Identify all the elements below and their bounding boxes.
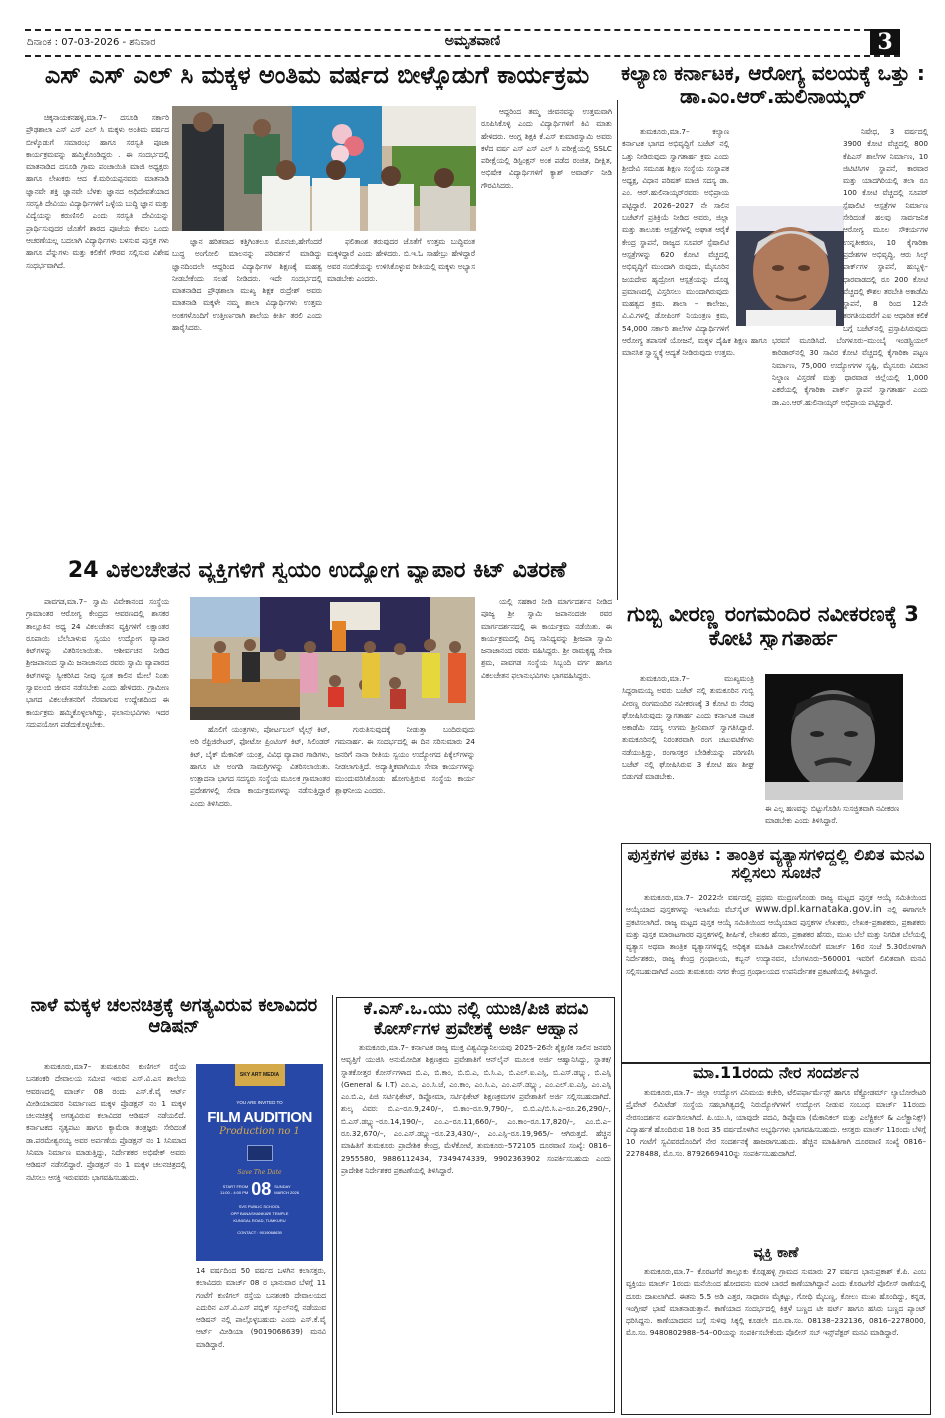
masthead-top-rule <box>25 29 900 31</box>
poster-venue-1: SVS PUBLIC SCHOOL <box>238 1204 281 1209</box>
kalyana-text-1: ತುಮಕೂರು,ಮಾ.7– ಕಲ್ಯಾಣ ಕರ್ನಾಟಕ ಭಾಗದ ಅಭಿವೃದ್ಧಿಗೆ ಬಜೆಟ್ ನಲ್ಲಿ ಒತ್ತು ನೀಡಿರುವುದು ಸ್ವಾಗತಾರ್ಹ ಕ್ರಮ ಎಂದು ಶ್ರೀದೇವಿ ಸಮೂಹ ಶಿಕ್ಷಣ ಸಂಸ್ಥೆಯ ಸಂಸ್ಥಾಪಕ ಅಧ್ಯಕ್ಷ, ವಿಧಾನ ಪರಿಷತ್ ಮಾಜಿ ಸದಸ್ಯ ಡಾ. ಎಂ. ಆರ್.ಹುಲಿನಾಯ್ಕರ್‌ರವರು ಅಭಿಪ್ರಾಯ ಪಟ್ಟಿದ್ದಾರೆ. 2026–2027 ನೇ ಸಾಲಿನ ಬಜೆಟ್‌ಗೆ ಪ್ರತಿಕ್ರಿಯೆ ನೀಡಿದ ಅವರು, ಜಿಲ್ಲಾ ಮತ್ತು ತಾಲೂಕು ಆಸ್ಪತ್ರೆಗಳಲ್ಲಿ ಅಘಾತ ಆರೈಕೆ ಕೇಂದ್ರ ಸ್ಥಾಪನೆ, ರಾಜ್ಯದ ಸೂಪರ್ ಸ್ಪೆಷಾಲಿಟಿ ಆಸ್ಪತ್ರೆಗಳನ್ನು 620 ಕೋಟಿ ವೆಚ್ಚದಲ್ಲಿ ಅಭಿವೃದ್ಧಿಗೆ ಮುಂದಾಗಿ ರುವುದು, ಮೈಸೂರಿನ ಜಯದೇವ ಹೃದ್ರೋಗ ಆಸ್ಪತ್ರೆಯನ್ನು ದೊಡ್ಡ ಪ್ರಮಾಣದಲ್ಲಿ ವಿಸ್ತರಿಸಲು ಮುಂದಾಗಿರುವುದು ಮಹತ್ವದ ಕ್ರಮ. ಶಾಲಾ – ಕಾಲೇಜು, ವಿ.ವಿ.ಗಳಲ್ಲಿ ಡೋಪಿಂಗ್ ನಿಯಂತ್ರಣ ಕ್ರಮ, 54,000 ಸರ್ಕಾರಿ ಶಾಲೆಗಳ ವಿದ್ಯಾರ್ಥಿಗಳಿಗೆ ಆರೋಗ್ಯ ತಪಾಸಣೆ ಯೋಜನೆ, ಮಕ್ಕಳ ದೈಹಿಕ ಶಿಕ್ಷಣ ಹಾಗೂ ಮಾನಸಿಕ ಸ್ವಾಸ್ಥ್ಯಕ್ಕೆ ಆದ್ಯತೆ ನೀಡಿರುವುದು ಉತ್ತಮ. <box>622 127 767 358</box>
gubbi-photo-caption: ಈ ಎಲ್ಲ ಹಣವನ್ನು ಬಿಟ್ಟುಗೊಡಿಸಿ ಸುಸಜ್ಜಿತವಾಗಿ ನವೀಕರಣ ಮಾಡಬೇಕು ಎಂದು ತಿಳಿಸಿದ್ದಾರೆ. <box>765 804 900 825</box>
poster-time: 11:00 - 4:00 PM <box>220 1189 249 1195</box>
poster-start-from: START FROM <box>222 1183 249 1189</box>
poster-invite: YOU ARE INVITED TO <box>236 1100 283 1105</box>
kit-text-1: ಪಾವಗಡ,ಮಾ.7– ಸ್ವಾಮಿ ವಿವೇಕಾನಂದ ಸಂಸ್ಥೆಯ ಗ್ರಾಮಾಂತರ ಆರೋಗ್ಯ ಕೇಂದ್ರದ ಆವರಣದಲ್ಲಿ ಶಾಸಕರ ತಾಲ್ಲೂಕಿನ ಅಧ್ಯ 24 ವಿಕಲಚೇತನ ವ್ಯಕ್ತಿಗಳಿಗೆ ಲಕ್ಷಾಂತರ ರೂಪಾಯಿ ಬೆಲೆಬಾಳುವ ಸ್ವಯಂ ಉದ್ಯೋಗ ವ್ಯಾಪಾರ ಕಿಟ್‌ಗಳನ್ನು ವಿತರಿಸಲಾಯಿತು. ಆಶೀರ್ವಚನ ನೀಡಿದ ಶ್ರೀಜಪಾನಂದ ಸ್ವಾಮಿ ಜನಾಜಾನಂದ ರವರು ಸ್ವಾಮಿ ವ್ಯಾಪಾರದ ಕಿಟ್‌ಗಳನ್ನು ಸ್ವೀಕರಿಸಿದ ನೀವು ಸ್ವಂತ ಕಾಲಿನ ಮೇಲೆ ನಿಂತು ಸ್ವಾವಲಂಬಿ ಜೀವನ ನಡೆಸಬೇಕು ಎಂದು ಹೇಳಿದರು. ಗ್ರಾಮೀಣ ಭಾಗದ ವಿಕಲಚೇತನರಿಗೆ ನೆರವಾಗುವ ಉದ್ದೇಶದಿಂದ ಈ ಕಾರ್ಯಕ್ರಮ ಹಮ್ಮಿಕೊಳ್ಳಲಾಗಿದ್ದು, ಫಲಾನುಭವಿಗಳು ಇದರ ಸದುಪಯೋಗ ಪಡೆದುಕೊಳ್ಳಬೇಕು. <box>26 597 169 729</box>
poster-save-date: Save The Date <box>237 1169 282 1176</box>
masthead-bottom-rule <box>25 55 900 57</box>
missing-text: ತುಮಕೂರು,ಮಾ.7– ಕೊರಟಗೆರೆ ತಾಲ್ಲೂಕು ಕೊಡ್ಲಹಳ್ಳಿ ಗ್ರಾಮದ ಸುಮಾರು 27 ವರ್ಷದ ಭಾನುಪ್ರಕಾಶ್ ಕೆ.ಪಿ. ಎಂಬ ವ್ಯಕ್ತಿಯು ಮಾರ್ಚ್ 1ರಂದು ಮನೆಯಿಂದ ಹೋದವನು ಮರಳಿ ಬಾರದೆ ಕಾಣೆಯಾಗಿದ್ದಾನೆ ಎಂದು ಕೊರಟಗೆರೆ ಪೊಲೀಸ್ ಠಾಣೆಯಲ್ಲಿ ದೂರು ದಾಖಲಾಗಿದೆ. ಈತನು 5.5 ಅಡಿ ಎತ್ತರ, ಸಾಧಾರಣ ಮೈಕಟ್ಟು, ಗೋಧಿ ಮೈಬಣ್ಣ, ಕೋಲು ಮುಖ ಹೊಂದಿದ್ದು, ಕನ್ನಡ, ಇಂಗ್ಲೀಷ್ ಭಾಷೆ ಮಾತನಾಡುತ್ತಾನೆ. ಕಾಣೆಯಾದ ಸಂದರ್ಭದಲ್ಲಿ ಕಿತ್ತಳೆ ಬಣ್ಣದ ಟೀ ಷರ್ಟ್ ಹಾಗೂ ಹಸಿರು ಬಣ್ಣದ ಪ್ಯಾಂಟ್ ಧರಿಸಿದ್ದನು. ಕಾಣೆಯಾದವನ ಬಗ್ಗೆ ಸುಳಿವು ಸಿಕ್ಕಲ್ಲಿ ಕೂಡಲೇ ದೂ.ವಾ.ಸಂ. 08138–232136, 0816–2278000, ಮೊ.ಸಂ. 9480802988–54–00ಯನ್ನು ಸಂಪರ್ಕಿಸಬೇಕೆಂದು ಪೊಲೀಸ್ ಸಬ್ ಇನ್ಸ್‌ಪೆಕ್ಟರ್ ಮನವಿ ಮಾಡಿದ್ದಾರೆ. <box>626 1267 926 1338</box>
paper-name: ಅಮೃತವಾಣಿ <box>444 33 501 49</box>
poster-brand: SKY ART MEDIA <box>235 1064 285 1086</box>
page-number: 3 <box>870 29 900 55</box>
kit-text-2: ಹೊಲಿಗೆ ಯಂತ್ರಗಳು, ಪೋರ್ಟಬಲ್ ಟೈಲ್ಸ್ ಕಿಟ್, ಅರಿ ರೆಫ್ರಿಜಿರೇಟರ್, ಫೋಟೋ ಪ್ರಿಂಟಿಂಗ್ ಕಿಟ್, ಸಿಲಿಂಡರ್ ಕಿಟ್, ಬೈಕ್ ಮೆಕಾನಿಕ್ ಯಂತ್ರ, ವಿವಿಧ ವ್ಯಾಪಾರ ಗಾಡಿಗಳು, ಹಾಗೂ ಟೀ ಅಂಗಡಿ ಸಾಮಗ್ರಿಗಳನ್ನು ವಿತರಿಸಲಾಯಿತು. ಉತ್ಪಾದನಾ ಭಾಗದ ಸದಸ್ಯರು ಸಂಸ್ಥೆಯ ಮೂಲಕ ಗ್ರಾಮಾಂತರ ಪ್ರದೇಶಗಳಲ್ಲಿ ಸೇವಾ ಕಾರ್ಯಕ್ರಮಗಳನ್ನು ನಡೆಸುತ್ತಿದ್ದಾರೆ ಎಂದು ತಿಳಿಸಿದರು. <box>190 725 330 808</box>
interview-headline: ಮಾ.11ರಂದು ನೇರ ಸಂದರ್ಶನ <box>693 1064 859 1082</box>
poster-venue-2: OPP BANASHANKARI TEMPLE <box>230 1211 289 1216</box>
sslc-headline: ಎಸ್ ಎಸ್ ಎಲ್ ಸಿ ಮಕ್ಕಳ ಅಂತಿಮ ವರ್ಷದ ಬೀಳ್ಕೊಡುಗೆ ಕಾರ್ಯಕ್ರಮ <box>44 62 590 89</box>
books-body <box>626 892 926 1060</box>
audition-column-1 <box>26 1061 186 1411</box>
gubbi-headline: ಗುಬ್ಬಿ ವೀರಣ್ಣ ರಂಗಮಂದಿರ ನವೀಕರಣಕ್ಕೆ 3 ಕೋಟಿ ಸ್ವಾಗತಾರ್ಹ <box>627 602 919 651</box>
ksou-body <box>341 1042 611 1410</box>
kalyana-headline: ಕಲ್ಯಾಣ ಕರ್ನಾಟಕ, ಆರೋಗ್ಯ ವಲಯಕ್ಕೆ ಒತ್ತು : ಡಾ.ಎಂ.ಆರ್.ಹುಲಿನಾಯ್ಕರ್ <box>621 62 925 108</box>
audition-text-1: ತುಮಕೂರು,ಮಾ7– ತುಮಕೂರಿನ ಕುಣಿಗಲ್ ರಸ್ತೆಯ ಬನಶಂಕರಿ ದೇವಾಲಯ ಸಮೀಪ ಇರುವ ಎಸ್.ವಿ.ಎಸ ಶಾಲೆಯ ಆವರಣದಲ್ಲಿ ಮಾರ್ಚ್ 08 ರಂದು ಎಸ್.ಕೆ.ವೈ ಆರ್ಟ್ ಮೀಡಿಯಾದವರ ನಿರ್ಮಾಣದ ಮಕ್ಕಳ ಪ್ರೊಡಕ್ಷನ್ ನಂ 1 ಮಕ್ಕಳ ಚಲನಚಿತ್ರಕ್ಕೆ ಅಗತ್ಯವಿರುವ ಕಲಾವಿದರ ಆಡಿಷನ್ ನಡೆಯಲಿದೆ. ಕರ್ನಾಟಕದ ನೃತ್ಯಪಟು ಹಾಗೂ ಕ್ಯಾಮೆರಾ ತಂತ್ರಜ್ಞರು ಸೇರಿದಂತೆ ಡಾ.ಪರಮೇಶ್ವರಯ್ಯ ಅವರ ಅರ್ಪಣೆಯ ಪ್ರೊಡಕ್ಷನ್ ನಂ 1 ಸಿನಿಮಾದ ಸಿನಿಮಾ ನಿರ್ಮಾಣ ಮಾಡುತ್ತಿದ್ದು, ನಿರ್ದೇಶಕರ ಅಭಿಷೇಕ್ ಅವರು ಆಡಿಷನ್ ನಡೆಸಲಿದ್ದಾರೆ. ಪ್ರೊಡಕ್ಷನ್ ನಂ 1 ಮಕ್ಕಳ ಚಲನಚಿತ್ರದಲ್ಲಿ ನಟಿಸಲು ಆಸಕ್ತಿ ಇರುವವರು ಭಾಗವಹಿಸಬಹುದು. <box>26 1062 186 1182</box>
portrait-spacer-left <box>729 206 767 326</box>
poster-title: FILM AUDITION <box>207 1109 312 1126</box>
gubbi-text-1: ತುಮಕೂರು,ಮಾ.7– ಮುಖ್ಯಮಂತ್ರಿ ಸಿದ್ದರಾಮಯ್ಯ ಅವರು ಬಜೆಟ್ ನಲ್ಲಿ ತುಮಕೂರಿನ ಗುಬ್ಬಿ ವೀರಣ್ಣ ರಂಗಮಂದಿರ ನವೀಕರಣಕ್ಕೆ 3 ಕೋಟಿ ರು ನೆರವು ಘೋಷಿಸಿರುವುದು ಸ್ವಾಗತಾರ್ಹ ಎಂದು ಕರ್ನಾಟಕ ನಾಟಕ ಅಕಾಡೆಮಿ ಸದಸ್ಯ ಉಗಮ ಶ್ರೀನಿವಾಸ್ ಸ್ವಾಗತಿಸಿದ್ದಾರೆ. ತುಮಕೂರಿನಲ್ಲಿ ನಿರಂತರವಾಗಿ ರಂಗ ಚಟುವಟಿಕೆಗಳು ನಡೆಯುತ್ತಿದ್ದು, ರಂಗಾಸಕ್ತರ ಬೇಡಿಕೆಯನ್ನು ಪರಿಗಣಿಸಿ ಬಜೆಟ್ ನಲ್ಲಿ ಘೋಷಿಸಿರುವ 3 ಕೋಟಿ ಹಣ ಶೀಘ್ರ ಬಿಡುಗಡೆ ಮಾಡಬೇಕು. <box>622 674 754 782</box>
kit-column-2 <box>190 724 330 992</box>
sslc-column-3 <box>327 236 475 552</box>
ksou-headline: ಕೆ.ಎಸ್.ಒ.ಯು ನಲ್ಲಿ ಯುಜಿ/ಪಿಜಿ ಪದವಿ ಕೋರ್ಸ್‌ಗಳ ಪ್ರವೇಶಕ್ಕೆ ಅರ್ಜಿ ಆಹ್ವಾನ <box>363 1000 589 1039</box>
kalyana-column-2 <box>772 126 928 598</box>
sslc-column-4 <box>481 106 612 552</box>
sslc-text-3: ಫಲಿತಾಂಶ ತರುವುದರ ಜೊತೆಗೆ ಉತ್ತಮ ಬುದ್ಧಿವಂತ ಮಕ್ಕಳಿದ್ದಾರೆ ಎಂದು ಹೇಳಿದರು. ಬಿ.ಇ.ಓ ಸಾಹೇಬ್ರು ಹೇಳಿದ್ದಾರೆ ಅವರ ನಂಬಿಕೆಯನ್ನು ಉಳಿಸಿಕೊಳ್ಳುವ ರೀತಿಯಲ್ಲಿ ಮಕ್ಕಳು ಅಭ್ಯಾಸ ಮಾಡಬೇಕು ಎಂದರು. <box>327 237 475 283</box>
kit-text-3: ಗುರುತಿಸುವುದಕ್ಕೆ ನೀಡುತ್ತಾ ಬಂದಿರುವುದು ಗಮನಾರ್ಹ. ಈ ಸಂದರ್ಭದಲ್ಲಿ ಈ ದಿನ ಸರಿಸುಮಾರು 24 ಜನರಿಗೆ ನಾನಾ ರೀತಿಯ ಸ್ವಯಂ ಉದ್ಯೋಗದ ಪಿಕ್ಕೆಲ್‌ಗಳನ್ನು ನೀಡಲಾಗುತ್ತಿದೆ. ಅದ್ಯಾತ್ಮಿಕವಾಗಿಯೂ ಸೇವಾ ಕಾರ್ಯಗಳನ್ನು ಮುಂದುವರಿಸಿಕೊಂಡು ಹೋಗುತ್ತಿರುವ ಸಂಸ್ಥೆಯ ಕಾರ್ಯ ಶ್ಲಾಘನೀಯ ಎಂದರು. <box>335 725 475 796</box>
missing-headline: ವ್ಯಕ್ತಿ ಕಾಣೆ <box>753 1245 799 1261</box>
interview-body <box>626 1087 926 1242</box>
books-headline: ಪುಸ್ತಕಗಳ ಪ್ರಕಟ : ತಾಂತ್ರಿಕ ವ್ಯತ್ಯಾಸಗಳಿದ್ದಲ್ಲಿ ಲಿಖಿತ ಮನವಿ ಸಲ್ಲಿಸಲು ಸೂಚನೆ <box>627 846 925 883</box>
interview-text: ತುಮಕೂರು,ಮಾ.7– ಜಿಲ್ಲಾ ಉದ್ಯೋಗ ವಿನಿಮಯ ಕಚೇರಿ, ಟೆಲಿಪರ್ಫಾರ್ಮೆನ್ಸ್ ಹಾಗೂ ವೆಕ್ಟ್ರೋಡರ್ಮ್ ಲ್ಯಾಬೋರೇಟರಿ ಪ್ರೈವೇಟ್ ಲಿಮಿಟೆಡ್ ಸಂಸ್ಥೆಯ ಸಹಭಾಗಿತ್ವದಲ್ಲಿ ನಿರುದ್ಯೋಗಿಗಳಿಗೆ ಉದ್ಯೋಗ ನೀಡುವ ಸಂಬಂಧ ಮಾರ್ಚ್ 11ರಂದು ನೇರಸಂದರ್ಶನ ಏರ್ಪಡಿಸಲಾಗಿದೆ. ಪಿ.ಯು.ಸಿ, ಯಾವುದೇ ಪದವಿ, ಡಿಪ್ಲೊಮಾ (ಮೆಕಾನಿಕಲ್ ಮತ್ತು ಎಲೆಕ್ಟ್ರಿಕಲ್ & ಎಲೆಕ್ಟ್ರಾನಿಕ್ಸ್) ವಿದ್ಯಾರ್ಹತೆ ಹೊಂದಿರುವ 18 ರಿಂದ 35 ವರ್ಷದೊಳಗಿನ ಅಭ್ಯರ್ಥಿಗಳು ಭಾಗವಹಿಸಬಹುದು. ಆಸಕ್ತರು ಮಾರ್ಚ್ 11ರಂದು ಬೆಳಿಗ್ಗೆ 10 ಗಂಟೆಗೆ ಸ್ವವಿವರದೊಂದಿಗೆ ನೇರ ಸಂದರ್ಶನಕ್ಕೆ ಹಾಜರಾಗಬಹುದು. ಹೆಚ್ಚಿನ ಮಾಹಿತಿಗಾಗಿ ದೂರವಾಣಿ ಸಂಖ್ಯೆ 0816–2278488, ಮೊ.ಸಂ. 8792669410ನ್ನು ಸಂಪರ್ಕಿಸಬಹುದಾಗಿದೆ. <box>626 1088 926 1159</box>
kalyana-column-1 <box>622 126 767 598</box>
audition-column-2 <box>196 1265 326 1411</box>
poster-day-name: SUNDAY <box>274 1183 291 1189</box>
kit-column-1 <box>26 596 169 991</box>
books-website-link[interactable]: www.dpl.karnataka.gov.in <box>755 904 882 916</box>
kit-text-4: ಯಲ್ಲಿ ಸಹಕಾರ ನೀಡಿ ಮಾರ್ಗದರ್ಶನ ನೀಡಿದ ಪೂಜ್ಯ ಶ್ರೀ ಸ್ವಾಮಿ ಜಪಾನಂದಜೀ ರವರ ಮಾರ್ಗದರ್ಶನದಲ್ಲಿ ಈ ಕಾರ್ಯಕ್ರಮ ನಡೆಯಿತು. ಈ ಕಾರ್ಯಕ್ರಮದಲ್ಲಿ ದಿವ್ಯ ಸಾನಿಧ್ಯವನ್ನು ಶ್ರೀಜಪಾ ಸ್ವಾಮಿ ಜನಾಜಾನಂದ ರವರು ವಹಿಸಿದ್ದರು. ಶ್ರೀ ರಾಮಕೃಷ್ಣ ಸೇವಾ ಶ್ರಮ, ಪಾವಗಡ ಸಂಸ್ಥೆಯ ಸಿಬ್ಬಂದಿ ವರ್ಗ ಹಾಗೂ ವಿಕಲಚೇತನ ಫಲಾನುಭವಿಗಳು ಭಾಗವಹಿಸಿದ್ದರು. <box>481 597 612 680</box>
column-divider <box>617 100 618 600</box>
kit-headline: 24 ವಿಕಲಚೇತನ ವ್ಯಕ್ತಿಗಳಿಗೆ ಸ್ವಯಂ ಉದ್ಯೋಗ ವ್ಯಾಪಾರ ಕಿಟ್ ವಿತರಣೆ <box>67 558 567 583</box>
books-text-b: ನಲ್ಲಿ ಈಗಾಗಲೇ ಪ್ರಕಟಿಸಲಾಗಿದೆ. ರಾಜ್ಯ ಮಟ್ಟದ ಪುಸ್ತಕ ಆಯ್ಕೆ ಸಮಿತಿಯಿಂದ ಆಯ್ಕೆಯಾದ ಪುಸ್ತಕಗಳ ಲೇಖಕರು, ಲೇಖಕ–ಪ್ರಕಾಶಕರು, ಪ್ರಕಾಶಕರು ಮತ್ತು ಪುಸ್ತಕ ಮಾರಾಟಗಾರರ ಪುಸ್ತಕಗಳಲ್ಲಿ ಶೀರ್ಷಿಕೆ, ಲೇಖಕರ ಹೆಸರು, ಪ್ರಕಾಶಕರ ಹೆಸರು, ಮುಖ ಬೆಲೆ ಮತ್ತು ನಿಗದಿತ ಬೆಲೆಯಲ್ಲಿ ವ್ಯತ್ಯಾಸ ಅಥವಾ ತಾಂತ್ರಿಕ ವ್ಯತ್ಯಾಸಗಳಿದ್ದಲ್ಲಿ ಅಧಿಕೃತ ಮಾಹಿತಿ ದಾಖಲೆಗಳೊಂದಿಗೆ ಮಾರ್ಚ್ 16ರ ಸಂಜೆ 5.30ರೊಳಗಾಗಿ ನಿರ್ದೇಶಕರು, ರಾಜ್ಯ ಕೇಂದ್ರ ಗ್ರಂಥಾಲಯ, ಕಬ್ಬನ್ ಉದ್ಯಾನವನ, ಬೆಂಗಳೂರು–560001 ಇವರಿಗೆ ಲಿಖಿತವಾಗಿ ಮನವಿ ಸಲ್ಲಿಸಬಹುದಾಗಿದೆ ಎಂದು ತುಮಕೂರು ನಗರ ಕೇಂದ್ರ ಗ್ರಂಥಾಲಯದ ಉಪನಿರ್ದೇಶಕ ಪ್ರಕಟಣೆಯಲ್ಲಿ ತಿಳಿಸಿದ್ದಾರೆ. <box>626 905 926 976</box>
ksou-text: ತುಮಕೂರು,ಮಾ.7– ಕರ್ನಾಟಕ ರಾಜ್ಯ ಮುಕ್ತ ವಿಶ್ವವಿದ್ಯಾನಿಲಯವು 2025–26ನೇ ಶೈಕ್ಷಣಿಕ ಸಾಲಿನ ಜನವರಿ ಆವೃತ್ತಿಗೆ ಯುಜಿಸಿ ಅನುಮೋದಿತ ಶಿಕ್ಷಣಕ್ರಮ ಪ್ರವೇಶಾತಿಗೆ ಆನ್‌ಲೈನ್ ಮೂಲಕ ಅರ್ಜಿ ಆಹ್ವಾನಿಸಿದ್ದು, ಸ್ನಾತಕ/ಸ್ನಾತಕೋತ್ತರ ಕೋರ್ಸ್‌ಗಳಾದ ಬಿ.ಎ, ಬಿ.ಕಾಂ, ಬಿ.ಬಿ.ಎ, ಬಿ.ಸಿ.ಎ, ಬಿ.ಎಲ್.ಐ.ಎಸ್ಸಿ, ಬಿ.ಎಸ್.ಡಬ್ಲ್ಯು, ಬಿ.ಎಸ್ಸಿ (General & I.T) ಎಂ.ಎ, ಎಂ.ಸಿ.ಜೆ, ಎಂ.ಕಾಂ, ಎಂ.ಸಿ.ಎ, ಎಂ.ಎಸ್.ಡಬ್ಲ್ಯು, ಎಂ.ಎಲ್.ಐ.ಎಸ್ಸಿ, ಎಂ.ಎಸ್ಸಿ ಎಂ.ಬಿ.ಎ, ಪಿಜಿ ಸರ್ಟಿಫಿಕೇಟ್, ಡಿಪ್ಲೋಮಾ, ಸರ್ಟಿಫಿಕೇಟ್ ಶಿಕ್ಷಣಕ್ರಮಗಳ ಪ್ರವೇಶಾತಿಗೆ ಅರ್ಜಿ ಸಲ್ಲಿಸಬಹುದಾಗಿದೆ. ಶುಲ್ಕ ವಿವರ: ಬಿ.ಎ–ರೂ.9,240/–, ಬಿ.ಕಾಂ–ರೂ.9,790/–, ಬಿ.ಬಿ.ಎ/ಬಿ.ಸಿ.ಎ–ರೂ.26,290/–, ಬಿ.ಎಸ್.ಡಬ್ಲ್ಯು–ರೂ.14,190/–, ಎಂ.ಎ–ರೂ.11,660/–, ಎಂ.ಕಾಂ–ರೂ.17,820/–, ಎಂ.ಬಿ.ಎ–ರೂ.32,670/–, ಎಂ.ಎಸ್.ಡಬ್ಲ್ಯು–ರೂ.23,430/–, ಎಂ.ಎಸ್ಸಿ–ರೂ.19,965/– ಆಗಿರುತ್ತದೆ. ಹೆಚ್ಚಿನ ಮಾಹಿತಿಗೆ ತುಮಕೂರು ಪ್ರಾದೇಶಿಕ ಕೇಂದ್ರ, ಮೆಳೆಕೋಟೆ, ತುಮಕೂರು–572105 ದೂರವಾಣಿ ಸಂಖ್ಯೆ: 0816–2955580, 9886112434, 7349474339, 9902363902 ಸಂಪರ್ಕಿಸಬಹುದು ಎಂದು ಪ್ರಾದೇಶಿಕ ನಿರ್ದೇಶಕರ ಪ್ರಕಟಣೆಯಲ್ಲಿ ತಿಳಿಸಿದ್ದಾರೆ. <box>341 1043 611 1175</box>
clapperboard-icon <box>247 1145 273 1161</box>
sslc-column-2 <box>172 236 322 552</box>
film-audition-poster <box>196 1064 323 1261</box>
audition-text-2: 14 ವರ್ಷದಿಂದ 50 ವರ್ಷದ ಒಳಗಿನ ಕಲಾಸಕ್ತರು, ಕಲಾವಿದರು ಮಾರ್ಚ್ 08 ರ ಭಾನುವಾರ ಬೆಳಗ್ಗೆ 11 ಗಂಟೆಗೆ ಕುಣಿಗಲ್ ರಸ್ತೆಯ ಬನಶಂಕರಿ ದೇವಾಲಯದ ಎದುರಿನ ಎಸ್.ವಿ.ಎಸ್ ಪಬ್ಲಿಕ್ ಸ್ಕೂಲ್‌ನಲ್ಲಿ ನಡೆಯುವ ಆಡಿಷನ್ ನಲ್ಲಿ ಪಾಲ್ಗೊಳ್ಳಬಹುದು ಎಂದು ಎಸ್.ಕೆ.ವೈ ಆರ್ಟ್ ಮೀಡಿಯಾ (9019068639) ಮನವಿ ಮಾಡಿದ್ದಾರೆ. <box>196 1266 326 1349</box>
books-text-a: ತುಮಕೂರು,ಮಾ.7– 2022ನೇ ವರ್ಷದಲ್ಲಿ ಪ್ರಥಮ ಮುದ್ರಣಗೊಂಡು ರಾಜ್ಯ ಮಟ್ಟದ ಪುಸ್ತಕ ಆಯ್ಕೆ ಸಮಿತಿಯಿಂದ ಆಯ್ಕೆಯಾದ ಪುಸ್ತಕಗಳನ್ನು ಇಲಾಖೆಯ ವೆಬ್‌ಸೈಟ್ <box>626 893 926 915</box>
sslc-event-photo <box>172 106 476 231</box>
kalyana-body <box>622 126 928 598</box>
sslc-text-4: ಆದ್ದರಿಂದ ತಮ್ಮ ಜೀವನವನ್ನು ಉತ್ತಮವಾಗಿ ರೂಪಿಸಿಕೊಳ್ಳಿ ಎಂದು ವಿದ್ಯಾರ್ಥಿಗಳಿಗೆ ಕಿವಿ ಮಾತು ಹೇಳಿದರು. ಆಂಗ್ಲ ಶಿಕ್ಷಕಿ ಕೆ.ಎಸ್ ಕುಮಾರಸ್ವಾಮಿ ಅವರು ಕಳೆದ ವರ್ಷ ಎಸ್ ಎಸ್ ಎಲ್ ಸಿ ಪರೀಕ್ಷೆಯಲ್ಲಿ SSLC ಪರೀಕ್ಷೆಯಲ್ಲಿ ಡಿಸ್ಟಿಂಕ್ಷನ್ ಅಂಕ ಪಡೆದ ರಂಜಿತ, ದೀಕ್ಷಿತ, ಅಭಿಷೇಕ ವಿದ್ಯಾರ್ಥಿಗಳಿಗೆ ಕ್ಯಾಶ್ ಅವಾರ್ಡ್ ನೀಡಿ ಗೌರವಿಸಿದರು. <box>481 107 612 190</box>
kit-distribution-photo <box>190 597 475 720</box>
poster-contact: CONTACT : 9019068639 <box>237 1230 282 1235</box>
sslc-text-1: ಚಿಕ್ಕನಾಯಕನಹಳ್ಳಿ,ಮಾ.7– ದಸೂಡಿ ಸರ್ಕಾರಿ ಪ್ರೌಢಶಾಲಾ ಎಸ್ ಎಸ್ ಎಲ್ ಸಿ ಮಕ್ಕಳು ಅಂತಿಮ ವರ್ಷದ ಬೀಳ್ಕೊಡುಗೆ ಸಮಾರಂಭ ಹಾಗೂ ಸರಸ್ವತಿ ಪೂಜಾ ಕಾರ್ಯಕ್ರಮವನ್ನು ಹಮ್ಮಿಕೊಂಡಿದ್ದರು . ಈ ಸಂದರ್ಭದಲ್ಲಿ ಮಾತನಾಡಿದ ದಸೂಡಿ ಗ್ರಾಮ ಪಂಚಾಯಿತಿ ಮಾಜಿ ಅಧ್ಯಕ್ಷರು ಹಾಗೂ ಲೇಖಕರು ಆದ ಕೆ.ಮರಿಯಪ್ಪನವರು ಮಾತನಾಡಿ ಜ್ಞಾನವೇ ಶಕ್ತಿ ಜ್ಞಾನವೇ ಬೆಳಕು ಜ್ಞಾನದ ಅಧಿದೇವತೆಯಾದ ಸರಸ್ವತಿ ದೇವಿಯು ವಿದ್ಯಾರ್ಥಿಗಳಿಗೆ ಒಳ್ಳೆಯ ಬುದ್ಧಿ ಜ್ಞಾನ ಮತ್ತು ವಿದ್ಯೆಯನ್ನು ಕರುಣಿಸಲಿ ಎಂದು ಸರಸ್ವತಿ ದೇವಿಯನ್ನು ಪ್ರಾರ್ಥಿಸುವುದರ ಜೊತೆಗೆ ಶಾರದ ಪೂಜೆಯ ಕೇವಲ ಒಂದು ಆಚರಣೆಯಲ್ಲ ಬದಲಾಗಿ ವಿದ್ಯಾರ್ಥಿಗಳು ಬಳಸುವ ಪುಸ್ತಕ ಗಳು ಹಾಗೂ ಪೆನ್ನುಗಳು ಮತ್ತು ಕಲಿಕೆಗೆ ಗೌರವ ಸಲ್ಲಿಸುವ ವಿಶೇಷ ಸಂಧರ್ಭವಾಗಿದೆ. <box>26 113 169 270</box>
srinivas-portrait <box>765 674 903 800</box>
kit-column-4 <box>481 596 612 992</box>
poster-venue-3: KUNIGAL ROAD, TUMKURU <box>233 1218 286 1223</box>
poster-day-number: 08 <box>251 1179 272 1199</box>
sslc-text-2: ಜ್ಞಾನ ಹರಿತವಾದ ಕತ್ತಿಗಿಂತಲೂ ಮೊನಚು,ಹೇಗೆಂದರೆ ಬುದ್ಧ ಅಂಗೋಲಿ ಮಾಲನನ್ನು ಪರಿವರ್ತನೆ ಮಾಡಿದ್ದು ಜ್ಞಾನದಿಂದಲೇ ಆದ್ದರಿಂದ ವಿದ್ಯಾರ್ಥಿಗಳ ಶಿಕ್ಷಣಕ್ಕೆ ಮಹತ್ವ ನೀಡಬೇಕೆಂದು ಸಲಹೆ ನೀಡಿದರು. ಇದೇ ಸಂದರ್ಭದಲ್ಲಿ ಮಾತನಾಡಿದ ಪ್ರೌಢಶಾಲಾ ಮುಖ್ಯ ಶಿಕ್ಷಕ ರುದ್ರೇಶ್ ಅವರು ಮಾತನಾಡಿ ಮಕ್ಕಳೇ ನಮ್ಮ ಶಾಲಾ ವಿದ್ಯಾರ್ಥಿಗಳು ಉತ್ತಮ ಅಂಕಗಳೊಂದಿಗೆ ಉತ್ತೀರ್ಣರಾಗಿ ಶಾಲೆಯ ಕೀರ್ತಿ ತರಲಿ ಎಂದು ಹಾರೈಸಿದರು. <box>172 237 322 333</box>
kit-column-3 <box>335 724 475 992</box>
portrait-spacer-right <box>772 206 843 326</box>
kalyana-text-2: ನಿಷೇಧ, 3 ವರ್ಷದಲ್ಲಿ 3900 ಕೋಟಿ ವೆಚ್ಚದಲ್ಲಿ 800 ಕೆಪಿಎಸ್ ಶಾಲೆಗಳ ನಿರ್ಮಾಣ, 10 ಜಿಟಿಟಿಸಿಗಳ ಸ್ಥಾಪನೆ, ಕಾರವಾರ ಮತ್ತು ಯಾದಗಿರಿಯಲ್ಲಿ ತಲಾ ರೂ 100 ಕೋಟಿ ವೆಚ್ಚದಲ್ಲಿ ಸೂಪರ್ ಸ್ಪೆಷಾಲಿಟಿ ಆಸ್ಪತ್ರೆಗಳ ನಿರ್ಮಾಣ ಸೇರಿದಂತೆ ಹಲವು ಸಾರ್ವಜನಿಕ ಆರೋಗ್ಯ ಮೂಲ ಸೌಕರ್ಯಗಳ ಉನ್ನತೀಕರಣ, 10 ಕೈಗಾರಿಕಾ ಪ್ರದೇಶಗಳ ಅಭಿವೃದ್ಧಿ, ಆರು ಸಿಲ್ಕ್ ಪಾರ್ಕ್‌ಗಳ ಸ್ಥಾಪನೆ, ಹುಬ್ಬಳ್ಳಿ–ಧಾರವಾಡದಲ್ಲಿ ರೂ 200 ಕೋಟಿ ವೆಚ್ಚದಲ್ಲಿ ಕೌಶಲ ತರಬೇತಿ ಅಕಾಡೆಮಿ ಸ್ಥಾಪನೆ, 8 ರಿಂದ 12ನೇ ತರಗತಿಯವರೆಗೆ ಎಐ ಆಧಾರಿತ ಕಲಿಕೆ ಬಗ್ಗೆ ಬಜೆಟ್‌ನಲ್ಲಿ ಪ್ರಸ್ತಾಪಿಸಿರುವುದು ಭರವಸೆ ಮೂಡಿಸಿದೆ. ಬೆಂಗಳೂರು–ಮುಂಬೈ ಇಂಡಸ್ಟ್ರಿಯಲ್ ಕಾರಿಡಾರ್‌ನಲ್ಲಿ 30 ಸಾವಿರ ಕೋಟಿ ವೆಚ್ಚದಲ್ಲಿ ಕೈಗಾರಿಕಾ ಪಟ್ಟಣ ನಿರ್ಮಾಣ, 75,000 ಉದ್ಯೋಗಗಳ ಸೃಷ್ಟಿ, ಮೈಸೂರು ವಿಮಾನ ನಿಲ್ದಾಣ ವಿಸ್ತರಣೆ ಮತ್ತು ಧಾರವಾಡ ಜಿಲ್ಲೆಯಲ್ಲಿ 1,000 ಎಕರೆಯಲ್ಲಿ ಕೈಗಾರಿಕಾ ಪಾರ್ಕ್ ಸ್ಥಾಪನೆ ಸ್ವಾಗತಾರ್ಹ ಎಂದು ಡಾ.ಎಂ.ಆರ್.ಹುಲಿನಾಯ್ಕರ್ ಅಭಿಪ್ರಾಯ ಪಟ್ಟಿದ್ದಾರೆ. <box>772 127 928 407</box>
poster-month: MARCH 2026 <box>274 1189 299 1195</box>
gubbi-column-1 <box>622 673 754 841</box>
issue-date: ದಿನಾಂಕ : 07-03-2026 - ಶನಿವಾರ <box>27 37 156 48</box>
poster-subtitle: Production no 1 <box>219 1126 300 1137</box>
missing-body <box>626 1266 926 1390</box>
audition-headline: ನಾಳೆ ಮಕ್ಕಳ ಚಲನಚಿತ್ರಕ್ಕೆ ಅಗತ್ಯವಿರುವ ಕಲಾವಿದರ ಆಡಿಷನ್ <box>30 996 318 1037</box>
column-divider <box>332 995 333 1415</box>
sslc-column-1 <box>26 112 169 552</box>
